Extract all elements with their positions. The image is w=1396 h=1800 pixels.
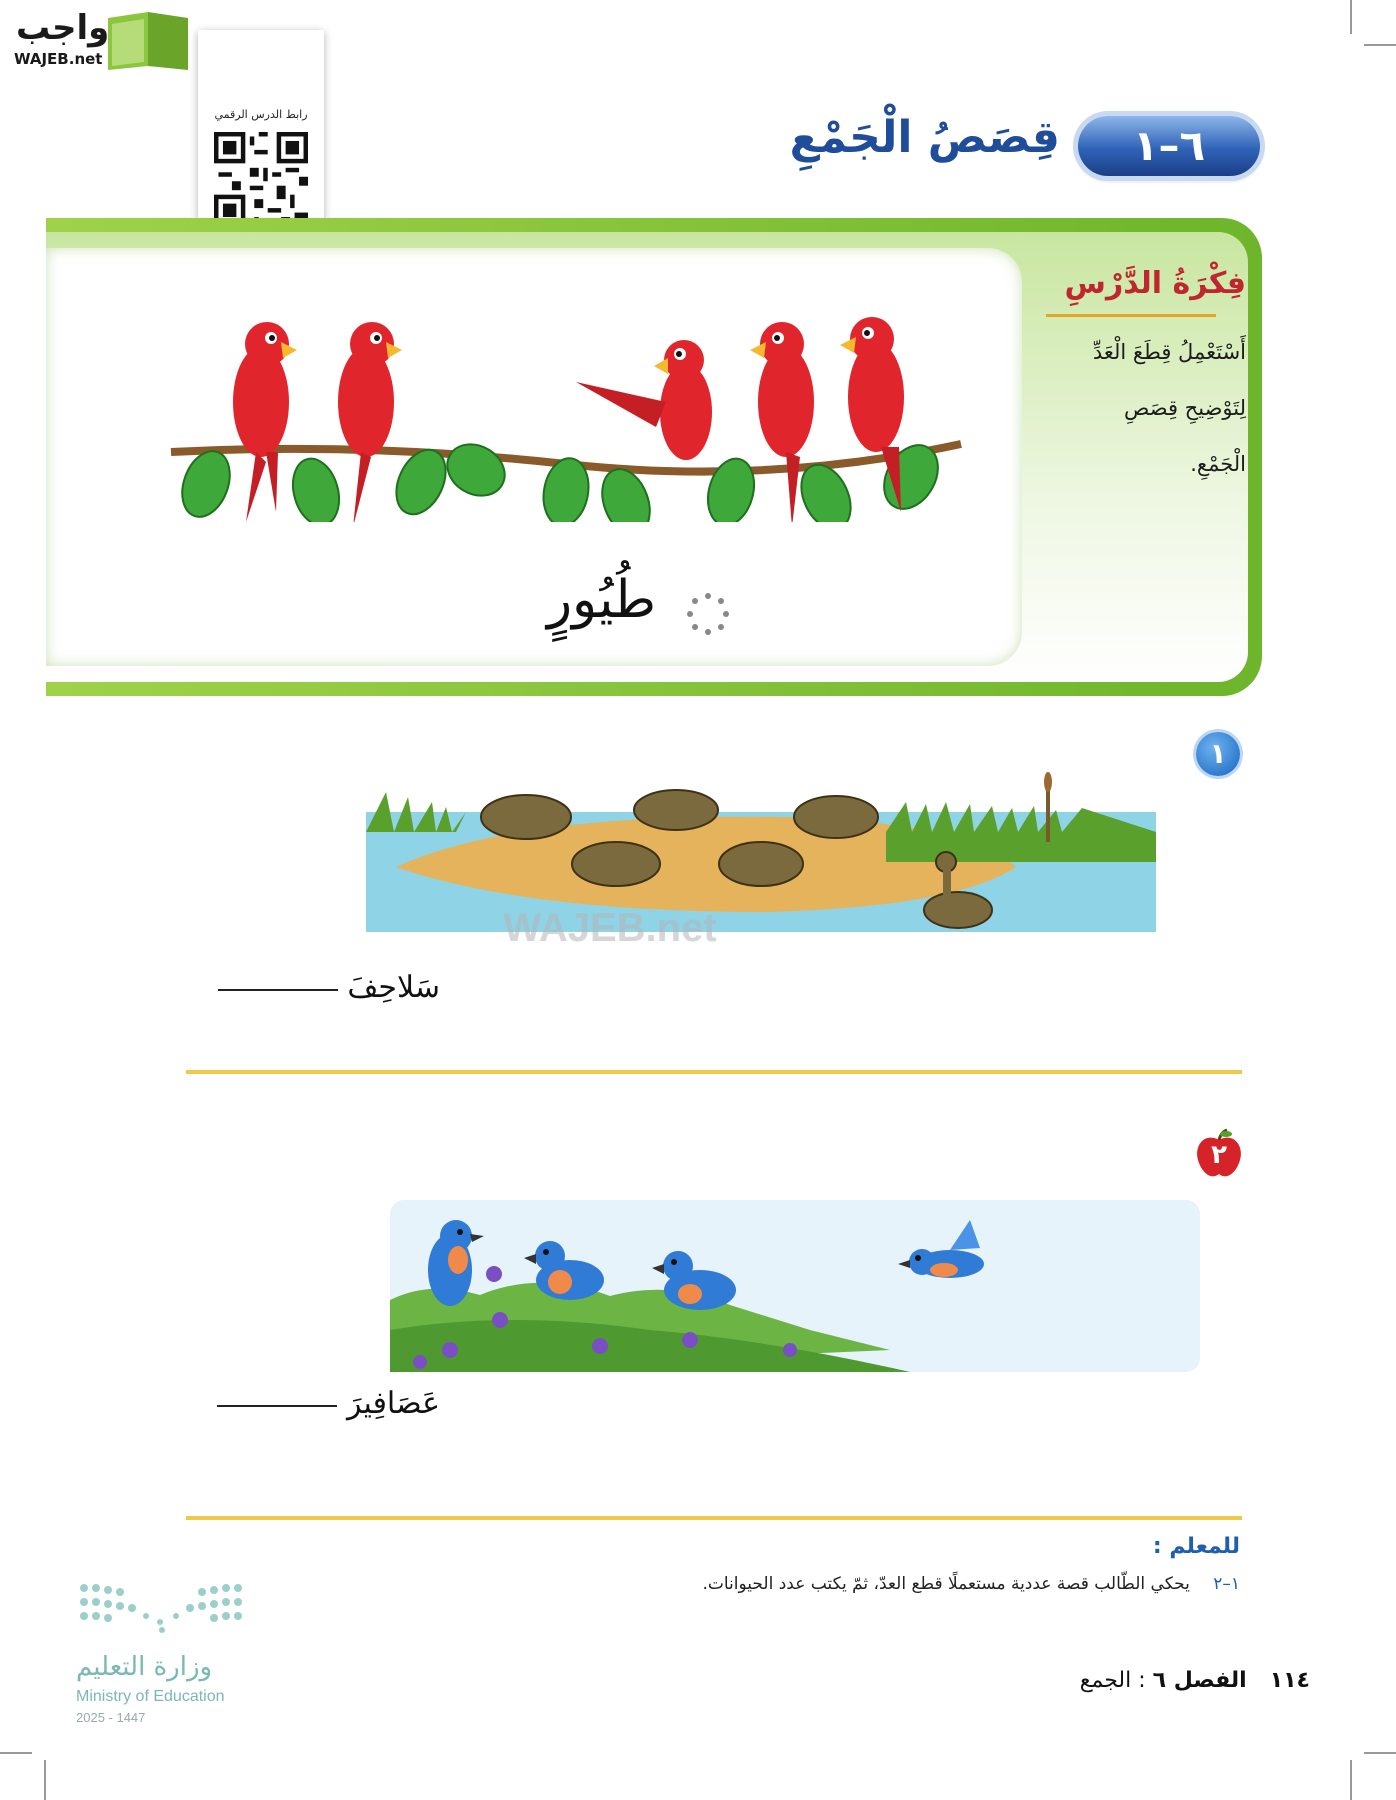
idea-line-1: أَسْتَعْمِلُ قِطَعَ الْعَدِّ <box>1092 340 1246 364</box>
watermark: WAJEB.net <box>503 906 717 950</box>
teacher-title: للمعلم : <box>1152 1534 1240 1559</box>
teacher-note-text: يحكي الطّالب قصة عددية مستعملًا قطع العدّ، ثمّ يكتب عدد الحيوانات. <box>702 1574 1190 1594</box>
ministry-arabic: وزارة التعليم <box>76 1652 213 1682</box>
exercise-1-label: سَلاحِفَ <box>347 970 440 1005</box>
exercise-number-2-text: ٢ <box>1211 1140 1227 1170</box>
exercise-number-2 <box>1194 1128 1244 1180</box>
crop-mark <box>0 1752 32 1754</box>
lesson-number-badge: ٦–١ <box>1078 116 1260 176</box>
parrots-on-branch-image <box>166 292 966 522</box>
logo-english: WAJEB.net <box>14 50 103 68</box>
ministry-english: Ministry of Education <box>76 1688 225 1705</box>
chapter-label: الفصل ٦ <box>1152 1668 1247 1693</box>
qr-code-icon <box>214 132 308 226</box>
ministry-logo <box>76 1580 256 1730</box>
exercise-2-answer <box>180 1386 440 1436</box>
qr-card[interactable] <box>198 30 324 248</box>
crop-mark <box>1350 0 1352 34</box>
idea-line-3: الْجَمْعِ. <box>1190 452 1246 476</box>
example-label: طُيُورٍ <box>546 570 656 630</box>
exercise-number-1: ١ <box>1196 732 1240 776</box>
divider-1 <box>186 1070 1242 1074</box>
idea-box <box>46 218 1262 696</box>
idea-line-2: لِتَوْضِيحِ قِصَصِ <box>1124 396 1246 420</box>
sparrows-on-bush-image <box>390 1200 1200 1372</box>
crop-mark <box>1350 1760 1352 1800</box>
crop-mark <box>1364 44 1396 46</box>
dotted-circle-icon <box>686 592 730 636</box>
crop-mark <box>44 1760 46 1800</box>
idea-underline <box>1046 314 1216 317</box>
lesson-title: قِصَصُ الْجَمْعِ <box>789 112 1060 163</box>
page-number: ١١٤ <box>1269 1668 1310 1693</box>
teacher-note <box>560 1574 1240 1594</box>
example-answer <box>486 566 746 656</box>
qr-caption: رابط الدرس الرقمي <box>214 108 308 121</box>
answer-blank-2[interactable] <box>217 1403 337 1407</box>
ministry-year: 2025 - 1447 <box>76 1710 146 1725</box>
chapter-title: : الجمع <box>1079 1668 1146 1693</box>
idea-text <box>1036 324 1246 492</box>
divider-2 <box>186 1516 1242 1520</box>
crop-mark <box>1364 1752 1396 1754</box>
page-footer <box>1000 1668 1310 1693</box>
logo-arabic: واجب <box>16 8 110 48</box>
teacher-note-ref: ١–٢ <box>1213 1574 1240 1594</box>
example-panel <box>46 248 1022 666</box>
idea-title: فِكْرَةُ الدَّرْسِ <box>1064 266 1246 301</box>
ministry-emblem-icon <box>76 1580 246 1636</box>
answer-blank-1[interactable] <box>218 987 338 991</box>
wajeb-logo <box>8 6 188 66</box>
exercise-2-label: عَصَافِيرَ <box>346 1386 440 1421</box>
exercise-1-answer <box>180 970 440 1020</box>
